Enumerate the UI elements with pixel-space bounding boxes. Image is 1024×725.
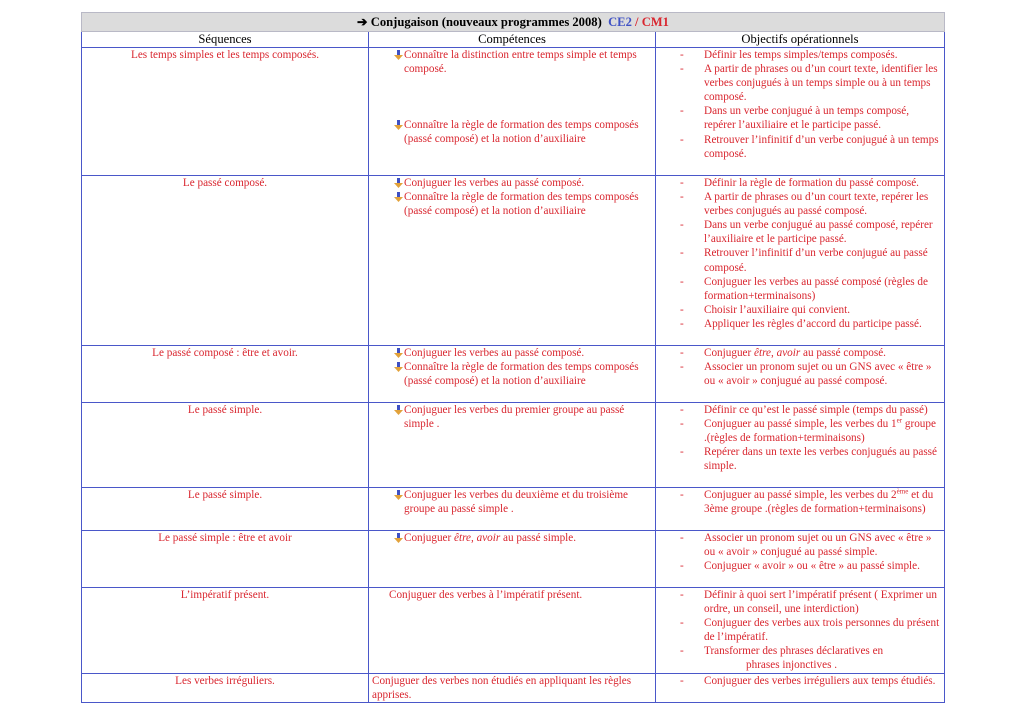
- objectif-item: - Conjuguer au passé simple, les verbes du 2ème et du 3ème groupe .(règles de formation+terminaisons): [680, 487, 934, 516]
- objectif-item: - Conjuguer être, avoir au passé composé.: [680, 347, 886, 359]
- arrow-bullet-icon: [394, 490, 403, 500]
- arrow-bullet-icon: [394, 50, 403, 60]
- objectif-item: - Retrouver l’infinitif d’un verbe conjugué au passé composé.: [680, 247, 928, 274]
- objectif-item: - Conjuguer au passé simple, les verbes du 1er groupe .(règles de formation+terminaisons): [680, 416, 936, 445]
- objectif-item: - Définir ce qu’est le passé simple (temps du passé): [680, 404, 928, 416]
- arrow-bullet-icon: [394, 405, 403, 415]
- competences-cell: [369, 488, 656, 531]
- title-sep: /: [635, 15, 639, 29]
- objectif-item: - Conjuguer « avoir » ou « être » au passé simple.: [680, 560, 920, 573]
- competence-item: Conjuguer les verbes au passé composé.: [369, 346, 655, 360]
- arrow-bullet-icon: [394, 533, 403, 543]
- table-row: [82, 488, 945, 531]
- objectifs-cell: [656, 403, 945, 488]
- objectif-item: - Associer un pronom sujet ou un GNS avec « être » ou « avoir » conjugué au passé composé.: [680, 361, 932, 388]
- objectifs-cell: [656, 488, 945, 531]
- sequence-cell: Les verbes irréguliers.: [82, 673, 369, 702]
- sequence-cell: Les temps simples et les temps composés.: [82, 48, 369, 176]
- objectif-item: - Repérer dans un texte les verbes conjugués au passé simple.: [680, 446, 937, 473]
- competence-item: Conjuguer les verbes du premier groupe au passé simple .: [369, 403, 655, 431]
- objectif-item: - A partir de phrases ou d’un court texte, identifier les verbes conjugués à un temps simple ou à un temps composé.: [680, 63, 938, 104]
- competence-item: Connaître la distinction entre temps simple et temps composé.: [369, 48, 655, 76]
- document-title: [82, 13, 945, 32]
- competences-cell: [369, 673, 656, 702]
- competence-item: Connaître la règle de formation des temps composés (passé composé) et la notion d’auxiliaire: [369, 190, 655, 218]
- objectifs-cell: [656, 176, 945, 346]
- objectif-item: - Choisir l’auxiliaire qui convient.: [680, 303, 851, 316]
- objectif-item: - Retrouver l’infinitif d’un verbe conjugué à un temps composé.: [680, 133, 939, 160]
- arrow-bullet-icon: [394, 192, 403, 202]
- objectif-item: - Dans un verbe conjugué au passé composé, repérer l’auxiliaire et le participe passé.: [680, 219, 933, 246]
- title-row: [82, 13, 945, 32]
- table-row: [82, 48, 945, 176]
- objectifs-cell: [656, 531, 945, 588]
- sequence-cell: Le passé simple : être et avoir: [82, 531, 369, 588]
- objectif-item: - Conjuguer les verbes au passé composé (règles de formation+terminaisons): [680, 275, 928, 302]
- table-row: [82, 346, 945, 403]
- competence-item: Conjuguer les verbes du deuxième et du troisième groupe au passé simple .: [369, 488, 655, 516]
- objectif-item: - Appliquer les règles d’accord du participe passé.: [680, 317, 922, 330]
- table-row: [82, 403, 945, 488]
- table-row: [82, 588, 945, 674]
- objectif-item: - Associer un pronom sujet ou un GNS avec « être » ou « avoir » conjugué au passé simple.: [680, 532, 932, 559]
- competences-cell: [369, 48, 656, 176]
- table-row: [82, 176, 945, 346]
- objectif-item: - Définir à quoi sert l’impératif présent ( Exprimer un ordre, un conseil, une interdiction): [680, 589, 937, 616]
- arrow-icon: ➔: [357, 15, 368, 29]
- competences-cell: [369, 176, 656, 346]
- objectif-item: - Définir les temps simples/temps composés.: [680, 49, 898, 61]
- objectif-item: - Conjuguer des verbes aux trois personnes du présent de l’impératif.: [680, 617, 940, 644]
- document-page: [81, 12, 944, 703]
- title-cm1: CM1: [641, 15, 669, 29]
- objectif-item: - Dans un verbe conjugué à un temps composé, repérer l’auxiliaire et le participe passé.: [680, 105, 910, 132]
- arrow-bullet-icon: [394, 120, 403, 130]
- table-row: [82, 531, 945, 588]
- competence-item: Conjuguer des verbes non étudiés en appliquant les règles apprises.: [372, 674, 632, 701]
- title-main: Conjugaison (nouveaux programmes 2008): [370, 15, 602, 29]
- objectif-item: - Conjuguer des verbes irréguliers aux temps étudiés.: [680, 674, 936, 687]
- objectifs-cell: [656, 48, 945, 176]
- sequence-cell: Le passé simple.: [82, 488, 369, 531]
- objectif-item: - A partir de phrases ou d’un court texte, repérer les verbes conjugués au passé composé.: [680, 191, 929, 218]
- objectifs-cell: [656, 346, 945, 403]
- arrow-bullet-icon: [394, 178, 403, 188]
- competences-cell: [369, 531, 656, 588]
- competence-item: Conjuguer être, avoir au passé simple.: [369, 531, 655, 545]
- competences-cell: [369, 588, 656, 674]
- objectif-item: - Définir la règle de formation du passé composé.: [680, 177, 919, 189]
- sequence-cell: L’impératif présent.: [82, 588, 369, 674]
- conjugation-table: [81, 12, 945, 703]
- objectifs-cell: [656, 673, 945, 702]
- arrow-bullet-icon: [394, 362, 403, 372]
- competence-item: Connaître la règle de formation des temps composés (passé composé) et la notion d’auxiliaire: [369, 118, 655, 146]
- competence-item: Connaître la règle de formation des temps composés (passé composé) et la notion d’auxiliaire: [369, 360, 655, 388]
- table-row: [82, 673, 945, 702]
- objectifs-cell: [656, 588, 945, 674]
- header-objectifs: Objectifs opérationnels: [656, 32, 945, 48]
- competences-cell: [369, 346, 656, 403]
- competence-item: Conjuguer les verbes au passé composé.: [369, 176, 655, 190]
- header-competences: Compétences: [369, 32, 656, 48]
- title-ce2: CE2: [608, 15, 632, 29]
- competences-cell: [369, 403, 656, 488]
- header-row: [82, 32, 945, 48]
- competence-item: Conjuguer des verbes à l’impératif présent.: [389, 589, 583, 601]
- header-sequences: Séquences: [82, 32, 369, 48]
- sequence-cell: Le passé composé : être et avoir.: [82, 346, 369, 403]
- arrow-bullet-icon: [394, 348, 403, 358]
- sequence-cell: Le passé composé.: [82, 176, 369, 346]
- sequence-cell: Le passé simple.: [82, 403, 369, 488]
- objectif-item: - Transformer des phrases déclaratives en phrases injonctives .: [680, 645, 884, 672]
